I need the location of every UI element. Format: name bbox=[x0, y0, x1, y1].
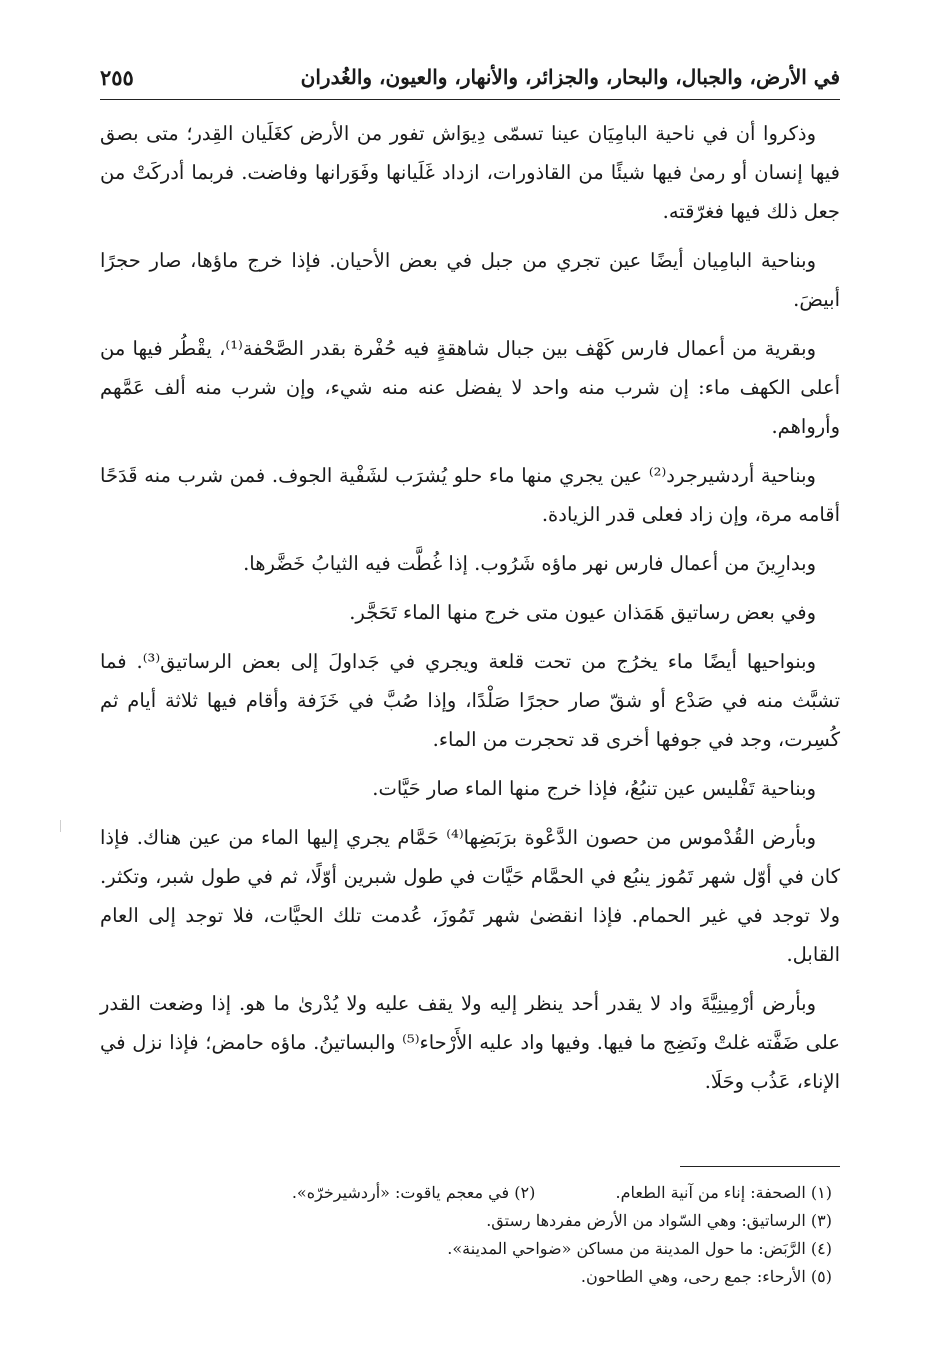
paragraph-darin-river: وبدارِينَ من أعمال فارس نهر ماؤه شَرُوب. إذا غُطَّت فيه الثيابُ خَضَّرها. bbox=[243, 552, 816, 575]
page-number: ٢٥٥ bbox=[100, 64, 134, 90]
footnote-3: (٣) الرساتيق: وهي السّواد من الأرض مفردها رستق. bbox=[486, 1211, 832, 1230]
footnote-2: (٢) في معجم ياقوت: «أردشيرخرّه». bbox=[291, 1183, 536, 1202]
main-text bbox=[100, 114, 840, 1101]
footnote-1: (١) الصحفة: إناء من آنية الطعام. bbox=[615, 1183, 832, 1202]
paragraph-petrifying-water: وبنواحيها أيضًا ماء يخرُج من تحت قلعة ويجري في جَداولَ إلى بعض الرساتيق⁽³⁾. فما تشبَّث منه في صَدْع أو شقّ صار حجرًا صَلْدًا، وإذا صُبَّ في خَزَفة وأقام فيها ثلاثة أيام ثم كُسِرت، وجد في جوفها أخرى قد تحجرت من الماء. bbox=[100, 650, 840, 751]
paragraph-fars-cave: وبقرية من أعمال فارس كَهْف بين جبال شاهقةٍ فيه حُفْرة بقدر الصَّحْفة⁽¹⁾، يقْطُر فيها من أعلى الكهف ماء: إن شرب منه واحد لا يفضل عنه منه شيء، وإن شرب منه ألف عَمَّهم وأرواهم. bbox=[100, 337, 840, 438]
paragraph-bamiyan-spring: وذكروا أن في ناحية البامِيَان عينا تسمّى دِيوَاش تفور من الأرض كغَلَيان القِدر؛ متى بصق فيها إنسان أو رمىٰ فيها شيئًا من القاذورات، ازداد غَلَيانها وفَوَرانها وفاضت. فربما أدركَتْ من جعل ذلك فيها فغرّقته. bbox=[100, 122, 841, 223]
book-page bbox=[100, 55, 840, 1345]
footnote-4: (٤) الرَّبَض: ما حول المدينة من مساكن «ضواحي المدينة». bbox=[447, 1239, 832, 1258]
footnote-5: (٥) الأرحاء: جمع رحى، وهي الطاحون. bbox=[580, 1267, 832, 1286]
margin-mark bbox=[60, 820, 61, 832]
paragraph-qadmus-bath: وبأرض القُدْموس من حصون الدَّعْوة برَبَضِها⁽⁴⁾ حَمَّام يجري إليها الماء من عين هناك. فإذا كان في أوّل شهر تَمُوز ينبُع في الحمَّام حَيَّات في طول شبرين أوّلًا، ثم في طول شبر، وتكثر. ولا توجد في غير الحمام. فإذا انقضىٰ شهر تَمُوزَ، عُدمت تلك الحيَّات، فلا توجد إلى العام القابل. bbox=[100, 826, 840, 966]
paragraph-armenia-valley: وبأرض أرْمِينِيَّةَ واد لا يقدر أحد ينظر إليه ولا يقف عليه ولا يُدْرىٰ ما هو. إذا وضعت القدر على ضَفَّته غلتْ ونَضِج ما فيها. وفيها واد عليه الأَرْحاء⁽⁵⁾ والبساتينُ. ماؤه حامض؛ فإذا نزل في الإناء، عَذُب وحَلَا. bbox=[100, 992, 840, 1093]
running-header bbox=[100, 55, 840, 100]
footnote-row bbox=[100, 1179, 840, 1207]
paragraph-tiflis-spring: وبناحية تَفْليس عين تنبُعُ، فإذا خرج منها الماء صار حَيَّات. bbox=[372, 777, 816, 800]
paragraph-bamiyan-stone-spring: وبناحية البامِيان أيضًا عين تجري من جبل في بعض الأحيان. فإذا خرج ماؤها، صار حجرًا أبيضَ. bbox=[100, 249, 840, 311]
paragraph-hamadan-springs: وفي بعض رساتيق هَمَذان عيون متى خرج منها الماء تَحَجَّر. bbox=[349, 601, 816, 624]
footnote-divider bbox=[680, 1166, 840, 1167]
footnotes bbox=[100, 1166, 840, 1291]
running-title: في الأرض، والجبال، والبحار، والجزائر، والأنهار، والعيون، والغُدران bbox=[300, 65, 840, 89]
paragraph-ardashirjerd-spring: وبناحية أردشيرجرد⁽²⁾ عين يجري منها ماء حلو يُشرَب لشَفْية الجوف. فمن شرب منه قَدَحًا أقامه مرة، وإن زاد فعلى قدر الزيادة. bbox=[100, 464, 840, 526]
